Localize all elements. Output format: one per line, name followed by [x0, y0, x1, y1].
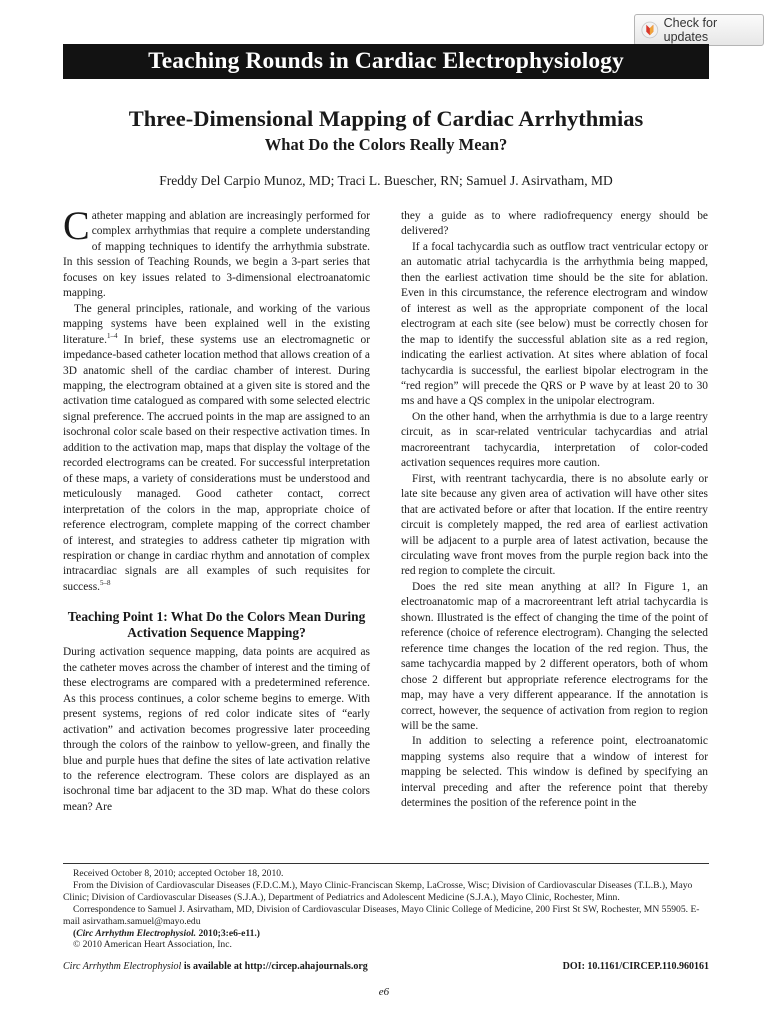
- intro-text: atheter mapping and ablation are increasingly performed for complex arrhythmias that require a complete understanding of mapping techniques to identify the arrhythmia substrate. In this session of Teaching Rounds, we begin a 3-part series that focuses on key issues related to 3-dimensional electroanatomic mapping.: [63, 210, 370, 300]
- citation-ref: 5–8: [100, 579, 111, 588]
- author-list: Freddy Del Carpio Munoz, MD; Traci L. Buescher, RN; Samuel J. Asirvatham, MD: [159, 173, 613, 188]
- crossmark-icon: [641, 21, 659, 39]
- section-banner: [63, 44, 709, 79]
- footnotes: [63, 868, 709, 951]
- received-date: Received October 8, 2010; accepted October 18, 2010.: [73, 868, 284, 879]
- journal-availability: Circ Arrhythm Electrophysiol is available at http://circep.ahajournals.org: [63, 961, 368, 972]
- copyright: © 2010 American Heart Association, Inc.: [73, 939, 232, 951]
- body-paragraph: First, with reentrant tachycardia, there is no absolute early or late site because any given area of activation will have other sites that are activated before or after that location. If the entire reentry circuit is completely mapped, the red area of earliest activation will be adjacent to a purple area of latest activation, because the circulating wave front moves from the purple region back into the red region to complete the circuit.: [401, 472, 708, 578]
- principles-paragraph: The general principles, rationale, and working of the various mapping systems have been explained well in the existing literature.$^{1-4}$ In brief, these systems use an electromagnetic or impedance-based catheter location method that allows creation of a 3D anatomic shell of the cardiac chamber of interest. During mapping, the electrogram obtained at a given site is stored and the activation time catalogued as compared with some selected electric signal preference. The accrued points in the map are assigned to an isochronal color scale based on their respective activation times. In addition to the activation map, maps that display the voltage of the recorded electrograms can be created. For successful interpretation of these maps, a variety of considerations must be understood and meticulously managed. Good catheter contact, correct interpretation of the colors in the map, appropriate choice of reference electrogram, complete mapping of the correct chamber of interest, and strategies to address catheter tip migration with respiration or change in cardiac rhythm and annotation of complex intracardiac signals are all examples of such requisites for success.$^{5-8}$: [63, 302, 370, 593]
- drop-cap: C: [63, 203, 90, 248]
- check-for-updates-button[interactable]: [634, 14, 764, 46]
- citation: (Circ Arrhythm Electrophysiol. 2010;3:e6-e11.): [73, 927, 261, 939]
- page-footer: [63, 961, 709, 972]
- page-number: e6: [378, 986, 390, 998]
- body-paragraph: Does the red site mean anything at all? In Figure 1, an electroanatomic map of a macroreentrant left atrial tachycardia is shown. Illustrated is the effect of changing the time of the point of reference (choice of reference electrogram). Changing the selected reference time changes the location of the red region. Thus, the same tachycardia mapped by 2 different operators, both of whom chose 2 different but appropriate reference electrograms for the map, may have a very different appearance. If the annotation is correct, however, the sequence of activation from region to region will be the same.: [401, 580, 708, 732]
- body-paragraph: On the other hand, when the arrhythmia is due to a large reentry circuit, as in scar-related ventricular tachycardias and atrial macroreentrant tachycardia, interpretation of color-coded activation sequences requires more caution.: [401, 410, 708, 470]
- affiliations: From the Division of Cardiovascular Diseases (F.D.C.M.), Mayo Clinic-Franciscan Skemp, LaCrosse, Wisc; Division of Cardiovascular Diseases (T.L.B.), Mayo Clinic; Division of Cardiovascular Diseases (S.J.A.), Department of Pediatrics and Adolescent Medicine (S.J.A.), Mayo Clinic, Rochester, Minn.: [63, 879, 693, 903]
- intro-paragraph: [63, 203, 370, 302]
- footnote-divider: [63, 863, 709, 864]
- right-column: [401, 209, 708, 812]
- doi: DOI: 10.1161/CIRCEP.110.960161: [562, 961, 709, 972]
- article-subtitle: What Do the Colors Really Mean?: [264, 135, 508, 154]
- left-column: [63, 203, 370, 815]
- teaching-point-heading: Teaching Point 1: What Do the Colors Mean During Activation Sequence Mapping?: [67, 609, 366, 641]
- check-for-updates-label: Check for updates: [663, 16, 718, 44]
- activation-mapping-paragraph: During activation sequence mapping, data points are acquired as the catheter moves across the chamber of interest and the timing of these electrograms are compared with a predetermined reference. As this process continues, a color scheme begins to emerge. With present systems, regions of red color indicate sites of “early activation” and activation becomes progressive later proceeding through the colors of the rainbow to yellow-green, and finally the blue and purple hues that define the sites of late activation relative to the reference electrogram. These colors are displayed as an isochronal time bar adjacent to the 3D map. What do these colors mean? Are: [63, 646, 370, 813]
- body-paragraph: In addition to selecting a reference point, electroanatomic mapping systems also require that a window of interest for mapping be selected. This window is defined by specifying an interval preceding and after the reference point that thereby determines the position of the reference point in the: [401, 735, 708, 810]
- body-paragraph: If a focal tachycardia such as outflow tract ventricular ectopy or an automatic atrial tachycardia is the arrhythmia being mapped, then the earliest activation time should be the site for ablation. Even in this circumstance, the reference electrogram and window of interest as well as the appropriate component of the local electrogram at each site (see below) must be correctly chosen for the map to identify the successful ablation site as a red region, indicating the earliest activation. At sites where ablation of focal tachycardia is successful, the earliest bipolar electrogram in the “red region” will precede the QRS or P wave by at least 20 to 30 ms and have a QS complex in the unipolar electrogram.: [401, 240, 708, 408]
- article-title: Three-Dimensional Mapping of Cardiac Arrhythmias: [128, 106, 644, 131]
- correspondence: Correspondence to Samuel J. Asirvatham, MD, Division of Cardiovascular Diseases, Mayo Clinic College of Medicine, 200 First St SW, Rochester, MN 55905. E-mail asirvatham.samuel@mayo.edu: [63, 903, 700, 927]
- citation-ref: 1–4: [106, 331, 118, 340]
- body-paragraph: they a guide as to where radiofrequency energy should be delivered?: [401, 210, 708, 238]
- section-banner-text: Teaching Rounds in Cardiac Electrophysiology: [148, 48, 624, 74]
